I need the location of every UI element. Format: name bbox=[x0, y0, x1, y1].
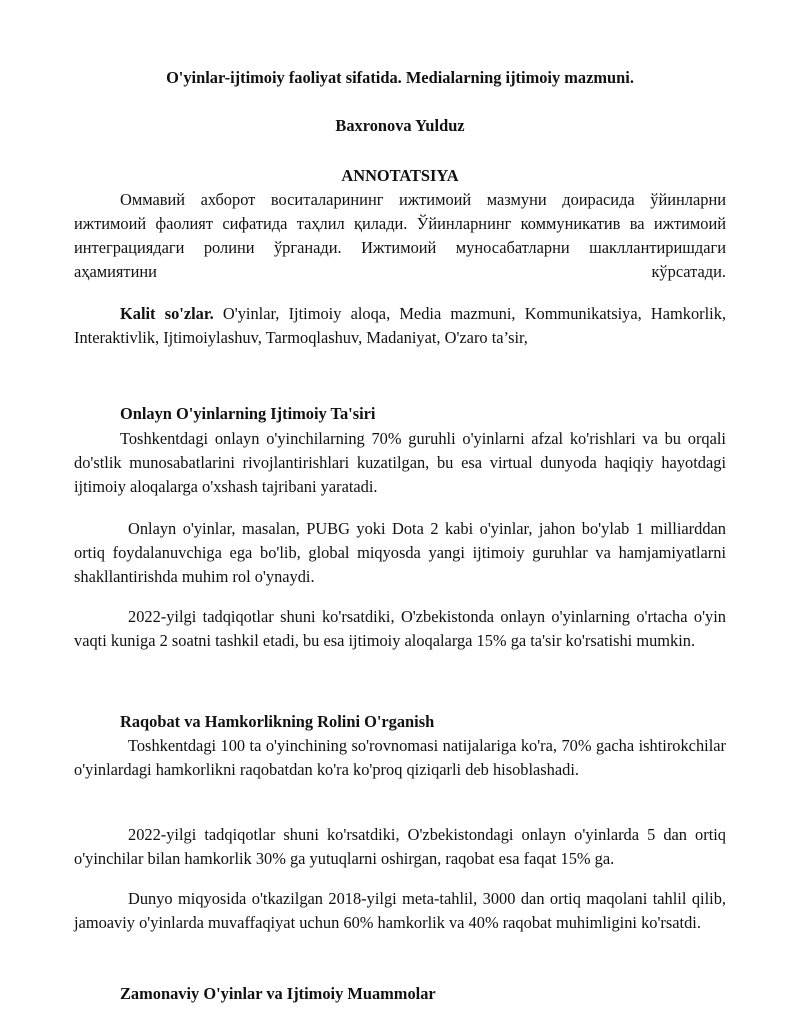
section1-paragraph-2: Onlayn o'yinlar, masalan, PUBG yoki Dota 2 kabi o'yinlar, jahon bo'ylab 1 milliarddan ortiq foydalanuvchiga ega bo'lib, global miqyosda yangi ijtimoiy guruhlar va hamjamiyatlarni shakllantirishda muhim rol o'ynaydi. bbox=[74, 519, 726, 586]
keywords-paragraph bbox=[74, 302, 726, 350]
annotation-paragraph: Оммавий ахборот воситаларининг ижтимоий мазмуни доирасида ўйинларни ижтимоий фаолият сифатида таҳлил қилади. Ўйинларнинг коммуникатив ва ижтимоий интеграциядаги ролини ўрганади. Ижтимоий муносабатларни шакллантиришдаги аҳамиятини кўрсатади. bbox=[74, 190, 726, 281]
paper-title: O'yinlar-ijtimoiy faoliyat sifatida. Medialarning ijtimoiy mazmuni. bbox=[166, 68, 634, 87]
section-heading-social-impact: Onlayn O'yinlarning Ijtimoiy Ta'siri bbox=[120, 404, 376, 423]
section-heading-competition-cooperation: Raqobat va Hamkorlikning Rolini O'rganish bbox=[120, 712, 435, 731]
author-name: Baxronova Yulduz bbox=[335, 116, 465, 135]
section1-paragraph-1: Toshkentdagi onlayn o'yinchilarning 70% guruhli o'yinlarni afzal ko'rishlari va bu orqali do'stlik munosabatlarini rivojlantirishlari kuzatilgan, bu esa virtual dunyoda haqiqiy hayotdagi ijtimoiy aloqalarga o'xshash tajribani yaratadi. bbox=[74, 429, 726, 496]
section2-paragraph-1: Toshkentdagi 100 ta o'yinchining so'rovnomasi natijalariga ko'ra, 70% gacha ishtirokchilar o'yinlardagi hamkorlikni raqobatdan ko'ra ko'proq qiziqarli deb hisoblashadi. bbox=[74, 736, 726, 779]
annotation-heading: ANNOTATSIYA bbox=[341, 166, 459, 185]
keywords-text: O'yinlar, Ijtimoiy aloqa, Media mazmuni, Kommunikatsiya, Hamkorlik, Interaktivlik, Ijtimoiylashuv, Tarmoqlashuv, Madaniyat, O'zaro ta’sir, bbox=[74, 304, 727, 347]
section-heading-modern-games: Zamonaviy O'yinlar va Ijtimoiy Muammolar bbox=[120, 984, 436, 1003]
section2-paragraph-3: Dunyo miqyosida o'tkazilgan 2018-yilgi meta-tahlil, 3000 dan ortiq maqolani tahlil qilib, jamoaviy o'yinlarda muvaffaqiyat uchun 60% hamkorlik va 40% raqobat muhimligini ko'rsatdi. bbox=[74, 889, 726, 932]
section2-paragraph-2: 2022-yilgi tadqiqotlar shuni ko'rsatdiki, O'zbekistondagi onlayn o'yinlarda 5 dan ortiq o'yinchilar bilan hamkorlik 30% ga yutuqlarni oshirgan, raqobat esa faqat 15% ga. bbox=[74, 825, 726, 868]
keywords-label: Kalit so'zlar. bbox=[120, 304, 214, 323]
section1-paragraph-3: 2022-yilgi tadqiqotlar shuni ko'rsatdiki, O'zbekistonda onlayn o'yinlarning o'rtacha o'yin vaqti kuniga 2 soatni tashkil etadi, bu esa ijtimoiy aloqalarga 15% ga ta'sir ko'rsatishi mumkin. bbox=[74, 607, 726, 650]
